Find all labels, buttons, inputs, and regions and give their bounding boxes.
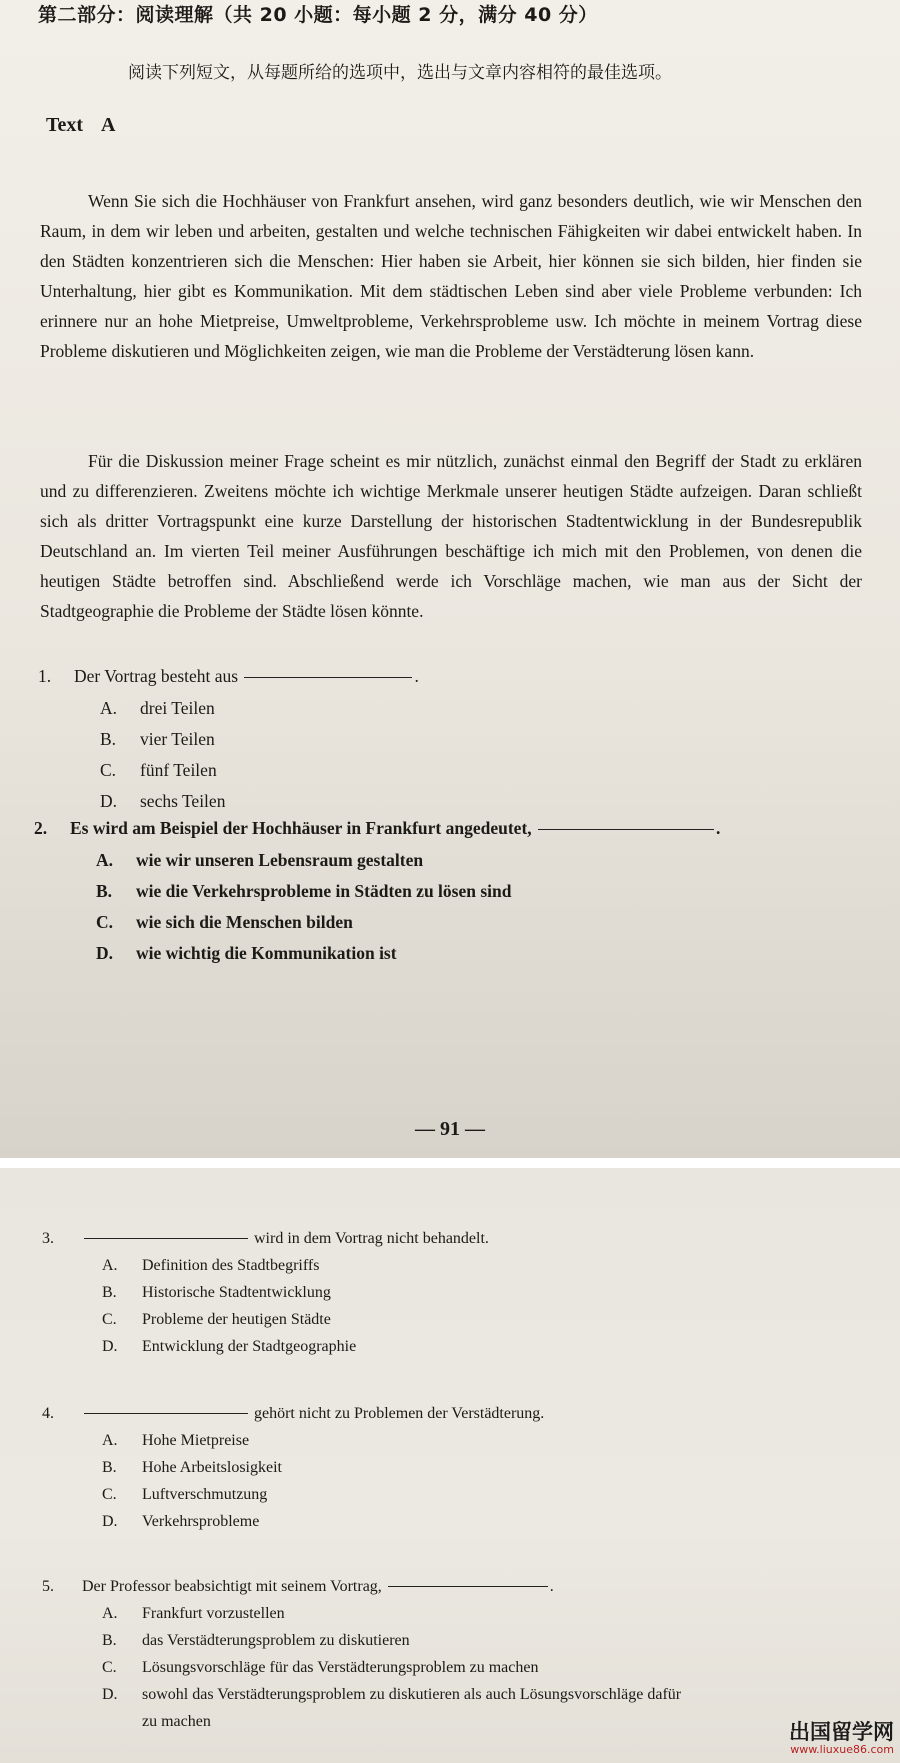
answer-blank: [84, 1237, 248, 1239]
option-text: Entwicklung der Stadtgeographie: [142, 1338, 357, 1355]
option-a: [96, 845, 720, 876]
option-c: [96, 907, 720, 938]
question-text: Der Vortrag besteht aus: [74, 666, 239, 686]
exam-page-92: [0, 1168, 900, 1763]
section-heading: 第二部分：阅读理解（共 20 小题：每小题 2 分，满分 40 分）: [38, 4, 598, 26]
question-5: [42, 1578, 681, 1735]
option-text: Lösungsvorschläge für das Verstädterungsproblem zu machen: [142, 1659, 539, 1676]
question-1-stem: [38, 666, 419, 687]
option-text: wie wir unseren Lebensraum gestalten: [136, 850, 424, 870]
option-letter: D.: [102, 1513, 118, 1530]
option-b: [102, 1627, 681, 1654]
option-letter: D.: [100, 791, 118, 811]
question-1-options: [100, 693, 419, 817]
instruction-text: 阅读下列短文，从每题所给的选项中，选出与文章内容相符的最佳选项。: [128, 63, 672, 83]
question-text: Der Professor beabsichtigt mit seinem Vortrag,: [82, 1578, 382, 1595]
option-letter: B.: [96, 881, 113, 901]
option-letter: C.: [100, 760, 117, 780]
option-text: Definition des Stadtbegriffs: [142, 1257, 320, 1274]
page-divider: [0, 1158, 900, 1168]
question-3: [42, 1230, 489, 1360]
option-text: Historische Stadtentwicklung: [142, 1284, 331, 1301]
question-2-stem: [34, 818, 720, 839]
option-text: vier Teilen: [140, 729, 215, 749]
option-d: [100, 786, 419, 817]
option-letter: B.: [102, 1632, 117, 1649]
option-d: [102, 1681, 681, 1735]
question-4-options: [102, 1427, 544, 1535]
option-text: wie sich die Menschen bilden: [136, 912, 353, 932]
option-b: [96, 876, 720, 907]
answer-blank: [538, 828, 714, 830]
page-number: — 91 —: [415, 1118, 485, 1140]
question-5-options: [102, 1600, 681, 1735]
passage-paragraph-2: Für die Diskussion meiner Frage scheint es mir nützlich, zunächst einmal den Begriff der Stadt zu erklären und zu differenzieren. Zweitens möchte ich wichtige Merkmale unserer heutigen Städte aufzeigen. Daran schließt sich als dritter Vortragspunkt eine kurze Darstellung der historischen Stadtentwicklung in der Bundesrepublik Deutschland an. Im vierten Teil meiner Ausführungen beschäftige ich mich mit den Problemen, von denen die heutigen Städte betroffen sind. Abschließend werde ich Vorschläge machen, wie man aus der Sicht der Stadtgeographie die Probleme der Städte lösen könnte.: [40, 450, 862, 621]
option-text: sechs Teilen: [140, 791, 226, 811]
option-letter: C.: [96, 912, 114, 932]
text-title: Text A: [46, 114, 116, 136]
option-letter: A.: [100, 698, 118, 718]
option-c: [102, 1306, 489, 1333]
question-punctuation: .: [414, 666, 419, 686]
watermark-url: www.liuxue86.com: [790, 1743, 894, 1756]
question-punctuation: .: [549, 1578, 554, 1595]
question-number: 3.: [42, 1230, 54, 1247]
option-letter: C.: [102, 1659, 117, 1676]
question-2: [34, 818, 720, 969]
option-letter: B.: [100, 729, 117, 749]
option-text: Frankfurt vorzustellen: [142, 1605, 285, 1622]
option-letter: C.: [102, 1311, 117, 1328]
option-text: drei Teilen: [140, 698, 215, 718]
option-text: Hohe Mietpreise: [142, 1432, 250, 1449]
question-3-stem: [42, 1230, 489, 1248]
option-text: fünf Teilen: [140, 760, 217, 780]
watermark-name: 出国留学网: [789, 1720, 894, 1744]
question-number: 1.: [38, 666, 52, 686]
question-4-stem: [42, 1405, 544, 1423]
option-a: [100, 693, 419, 724]
answer-blank: [244, 676, 412, 678]
question-text: wird in dem Vortrag nicht behandelt.: [254, 1230, 489, 1247]
question-1: [38, 666, 419, 817]
option-text: Probleme der heutigen Städte: [142, 1311, 331, 1328]
option-c: [100, 755, 419, 786]
question-number: 2.: [34, 818, 48, 838]
option-d: [102, 1333, 489, 1360]
option-c: [102, 1654, 681, 1681]
option-letter: D.: [102, 1686, 118, 1703]
option-d: [96, 938, 720, 969]
question-3-options: [102, 1252, 489, 1360]
passage-paragraph-1: Wenn Sie sich die Hochhäuser von Frankfurt ansehen, wird ganz besonders deutlich, wie wir Menschen den Raum, in dem wir leben und arbeiten, gestalten und welche technischen Fähigkeiten wir dabei entwickelt haben. In den Städten konzentrieren sich die Menschen: Hier haben sie Arbeit, hier können sie sich bilden, hier finden sie Unterhaltung, hier gibt es Kommunikation. Mit dem städtischen Leben sind aber viele Probleme verbunden: Ich erinnere nur an hohe Mietpreise, Umweltprobleme, Verkehrsprobleme usw. Ich möchte in meinem Vortrag diese Probleme diskutieren und Möglichkeiten zeigen, wie man die Probleme der Verstädterung lösen kann.: [40, 190, 862, 361]
option-letter: A.: [102, 1257, 118, 1274]
option-letter: A.: [102, 1605, 118, 1622]
option-b: [102, 1454, 544, 1481]
question-4: [42, 1405, 544, 1535]
option-a: [102, 1600, 681, 1627]
option-letter: C.: [102, 1486, 117, 1503]
question-text: gehört nicht zu Problemen der Verstädterung.: [254, 1405, 545, 1422]
option-a: [102, 1427, 544, 1454]
option-text: Luftverschmutzung: [142, 1486, 268, 1503]
answer-blank: [84, 1412, 248, 1414]
option-text: das Verstädterungsproblem zu diskutieren: [142, 1632, 410, 1649]
option-letter: A.: [96, 850, 114, 870]
option-letter: B.: [102, 1459, 117, 1476]
option-text: wie die Verkehrsprobleme in Städten zu lösen sind: [136, 881, 512, 901]
option-text: sowohl das Verstädterungsproblem zu diskutieren als auch Lösungsvorschläge dafür: [142, 1686, 682, 1703]
option-d: [102, 1508, 544, 1535]
option-c: [102, 1481, 544, 1508]
site-watermark-logo: [789, 1720, 894, 1759]
question-punctuation: .: [716, 818, 721, 838]
option-b: [100, 724, 419, 755]
option-letter: D.: [102, 1338, 118, 1355]
option-text-continued: zu machen: [142, 1713, 211, 1730]
option-letter: B.: [102, 1284, 117, 1301]
question-2-options: [96, 845, 720, 969]
question-5-stem: [42, 1578, 681, 1596]
option-a: [102, 1252, 489, 1279]
answer-blank: [388, 1585, 548, 1587]
option-letter: D.: [96, 943, 114, 963]
question-number: 5.: [42, 1578, 54, 1595]
question-text: Es wird am Beispiel der Hochhäuser in Frankfurt angedeutet,: [70, 818, 532, 838]
option-text: Verkehrsprobleme: [142, 1513, 260, 1530]
option-letter: A.: [102, 1432, 118, 1449]
option-b: [102, 1279, 489, 1306]
option-text: wie wichtig die Kommunikation ist: [136, 943, 397, 963]
question-number: 4.: [42, 1405, 54, 1422]
option-text: Hohe Arbeitslosigkeit: [142, 1459, 282, 1476]
